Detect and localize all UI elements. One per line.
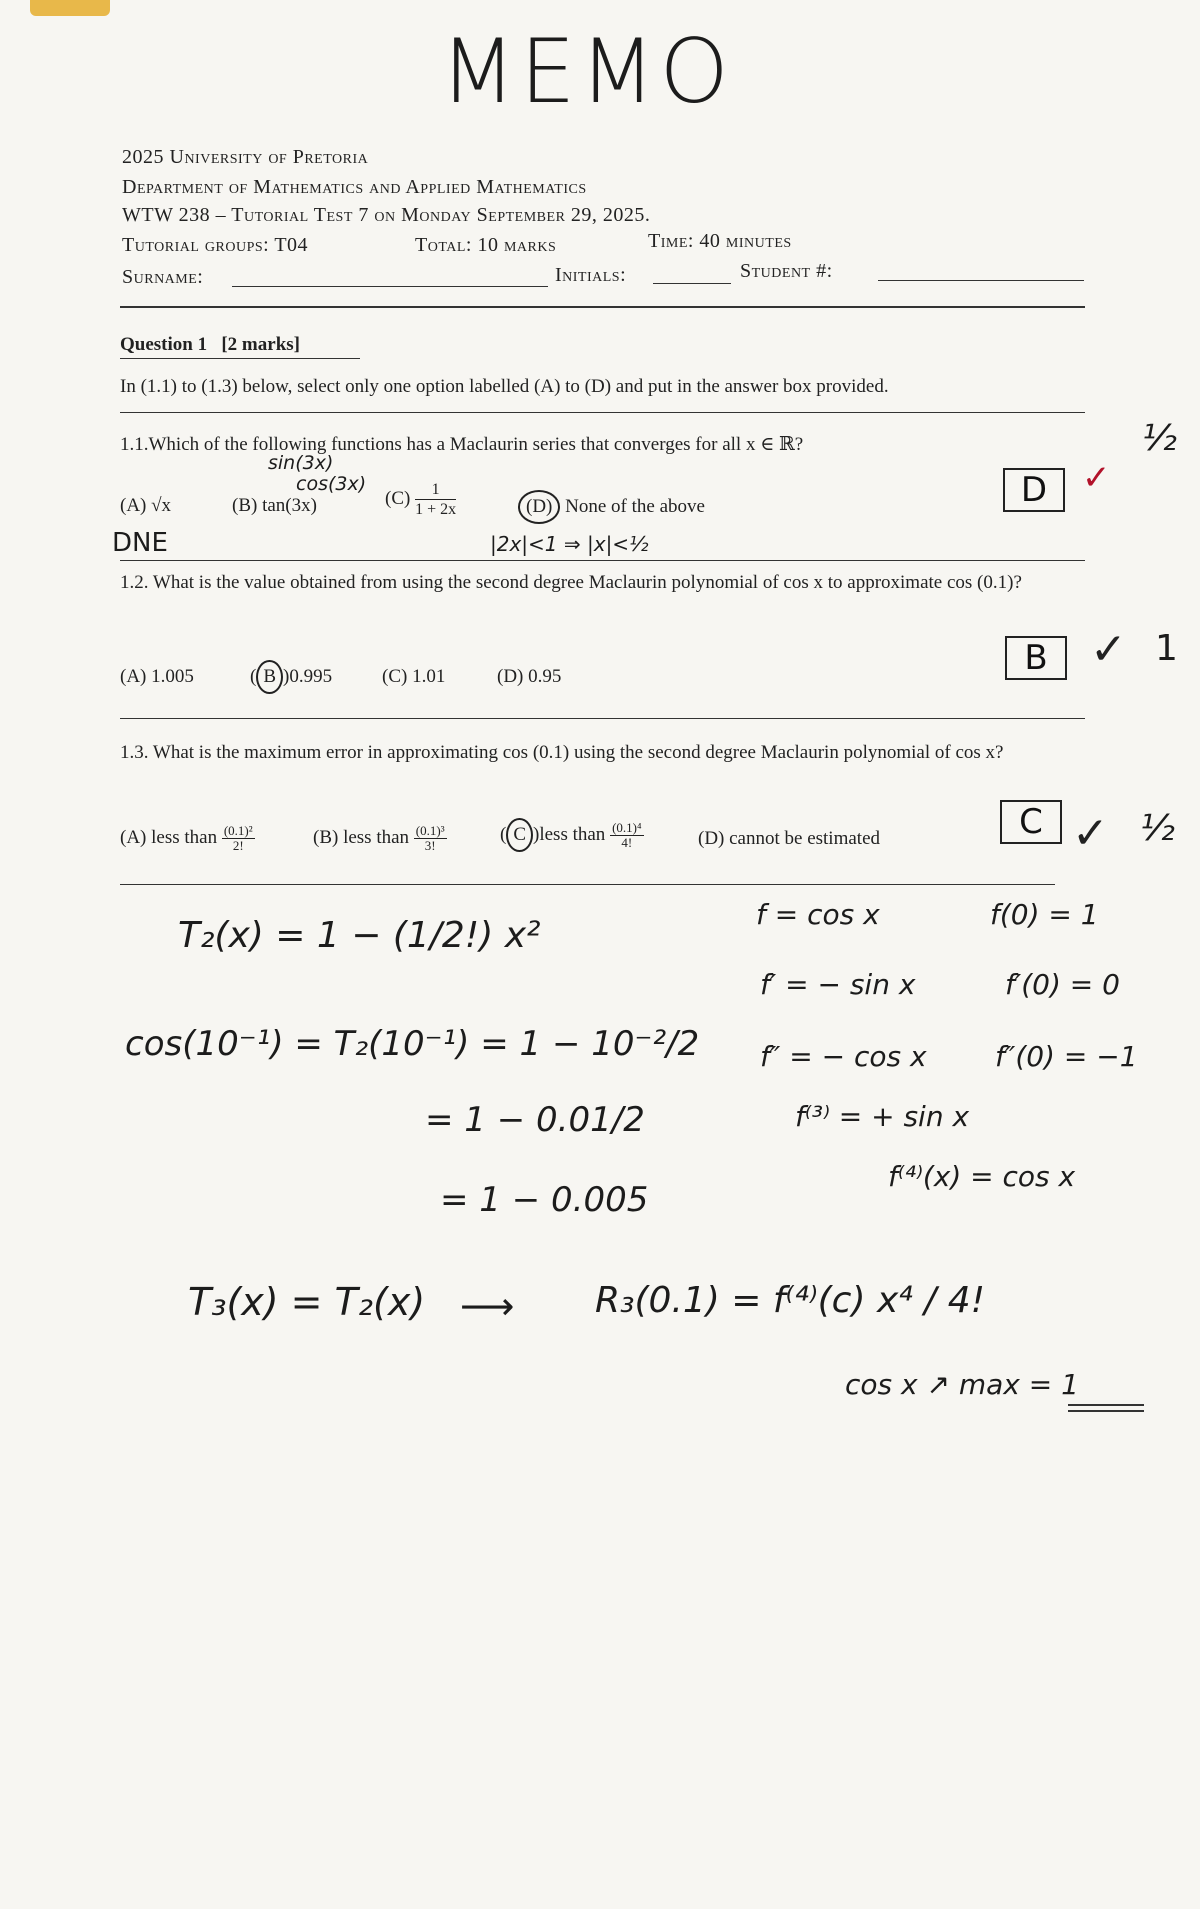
q1-3-option-b-label: (B) less than (313, 826, 410, 848)
q1-1-option-c-num: 1 (415, 480, 456, 500)
q1-2-answer-box: B (1005, 636, 1067, 680)
q1-1-option-b: (B) tan(3x) (232, 495, 317, 516)
q1-1-option-c-den: 1 + 2x (415, 501, 457, 518)
q1-2-option-b-circle: B (256, 660, 283, 694)
instruction-divider (120, 412, 1085, 413)
q1-3-option-a-den: 2! (232, 838, 244, 853)
q1-1-option-d-circle: (D) (518, 490, 560, 524)
header-initials-label: Initials: (555, 264, 627, 286)
q1-3-option-b (313, 824, 447, 853)
q1-3-option-b-den: 3! (424, 838, 436, 853)
work-cos-line: cos(10⁻¹) = T₂(10⁻¹) = 1 − 10⁻²/2 (125, 1024, 700, 1064)
q1-1-option-d-text: None of the above (565, 496, 705, 517)
q1-3-option-c-circle: C (506, 818, 533, 852)
q1-3-option-d: (D) cannot be estimated (698, 828, 881, 849)
work-max-underline (1068, 1404, 1144, 1406)
q1-1-hand-condition: |2x|<1 ⇒ |x|<½ (490, 532, 649, 556)
work-r3: R₃(0.1) = f⁽⁴⁾(c) x⁴ / 4! (595, 1280, 986, 1321)
q1-3-option-c-fraction (610, 821, 643, 850)
question1-title-underline (120, 358, 360, 359)
q1-3-option-c-num: (0.1)⁴ (612, 820, 642, 836)
memo-title: MEMO (440, 20, 733, 123)
paper-tab-marker (30, 0, 110, 16)
question1-title-text: Question 1 (120, 334, 208, 355)
q1-1-text: 1.1.Which of the following functions has a Maclaurin series that converges for all x ∈ ℝ? (120, 434, 804, 455)
q1-2-check-mark: ✓ (1090, 624, 1127, 675)
work-f3: f⁽³⁾ = + sin x (795, 1100, 970, 1133)
work-f1-value: f′(0) = 0 (1005, 968, 1120, 1001)
question1-marks: [2 marks] (221, 334, 300, 355)
q1-3-option-a-label: (A) less than (120, 826, 218, 848)
header-student-label: Student #: (740, 260, 833, 282)
work-f2: f″ = − cos x (760, 1040, 927, 1073)
q1-3-option-c-text: less than (539, 824, 606, 845)
header-test-title: WTW 238 – Tutorial Test 7 on Monday September 29, 2025. (122, 204, 651, 226)
work-f0: f = cos x (756, 898, 880, 931)
q1-3-option-a (120, 824, 255, 853)
q1-2-option-d: (D) 0.95 (497, 666, 562, 687)
header-department: Department of Mathematics and Applied Mathematics (122, 176, 587, 198)
work-t3: T₃(x) = T₂(x) (188, 1280, 426, 1324)
work-f0-value: f(0) = 1 (990, 898, 1099, 931)
q1-1-check-mark: ✓ (1082, 458, 1111, 498)
q1-1-hand-dne: DNE (112, 528, 168, 558)
q1-3-option-b-fraction (414, 824, 447, 853)
q1-1-option-c-label: (C) (385, 487, 411, 509)
header-time: Time: 40 minutes (648, 230, 792, 252)
q1-2-text: 1.2. What is the value obtained from using the second degree Maclaurin polynomial of cos x to approximate cos (0.1)? (120, 572, 1022, 593)
header-university: 2025 University of Pretoria (122, 146, 369, 168)
q1-2-option-c: (C) 1.01 (382, 666, 446, 687)
q1-3-score: ½ (1140, 808, 1175, 849)
question1-title (120, 330, 300, 360)
work-max-underline-2 (1068, 1410, 1144, 1412)
surname-blank (232, 286, 548, 287)
q1-1-score: ½ (1142, 418, 1177, 459)
header-divider (120, 306, 1085, 308)
work-t2: T₂(x) = 1 − (1/2!) x² (178, 915, 541, 956)
work-f4: f⁽⁴⁾(x) = cos x (888, 1160, 1076, 1193)
q1-2-option-b: ( B )0.995 (250, 660, 332, 694)
q1-3-option-c: ( C )less than $\frac{\text{(0.1)⁴}}{4!}$ (500, 818, 644, 852)
q1-1-option-c (385, 480, 456, 519)
student-blank (878, 280, 1084, 281)
work-arrow: ⟶ (460, 1284, 515, 1328)
q1-2-option-b-text: 0.995 (289, 666, 333, 687)
q1-2-divider (120, 718, 1085, 719)
header-total: Total: 10 marks (415, 234, 557, 256)
q1-3-check-mark: ✓ (1072, 808, 1109, 859)
initials-blank (653, 283, 731, 284)
q1-1-divider (120, 560, 1085, 561)
q1-3-option-a-fraction (222, 824, 255, 853)
work-step2: = 1 − 0.005 (440, 1180, 649, 1220)
q1-2-score: 1 (1155, 628, 1178, 669)
header-surname-label: Surname: (122, 266, 204, 288)
work-max: cos x ↗ max = 1 (845, 1368, 1079, 1401)
q1-1-hand-sin: sin(3x) (268, 452, 334, 474)
q1-3-text: 1.3. What is the maximum error in approximating cos (0.1) using the second degree Maclaurin polynomial of cos x? (120, 742, 1004, 763)
q1-1-answer-box: D (1003, 468, 1065, 512)
q1-3-option-b-num: (0.1)³ (415, 823, 445, 838)
header-groups: Tutorial groups: T04 (122, 234, 309, 256)
work-step1: = 1 − 0.01/2 (425, 1100, 645, 1140)
work-f1: f′ = − sin x (760, 968, 916, 1001)
q1-2-option-a: (A) 1.005 (120, 666, 194, 687)
q1-1-option-d (518, 490, 705, 524)
q1-3-answer-box: C (1000, 800, 1062, 844)
q1-1-option-a: (A) √x (120, 495, 172, 516)
q1-3-divider (120, 884, 1055, 885)
q1-3-option-c-den: 4! (621, 835, 633, 851)
q1-3-option-a-num: (0.1)² (223, 823, 253, 838)
question1-instruction: In (1.1) to (1.3) below, select only one option labelled (A) to (D) and put in the answer box provided. (120, 376, 889, 397)
q1-1-option-c-fraction (415, 480, 456, 519)
q1-1-hand-cos: cos(3x) (296, 473, 367, 495)
work-f2-value: f″(0) = −1 (995, 1040, 1138, 1073)
